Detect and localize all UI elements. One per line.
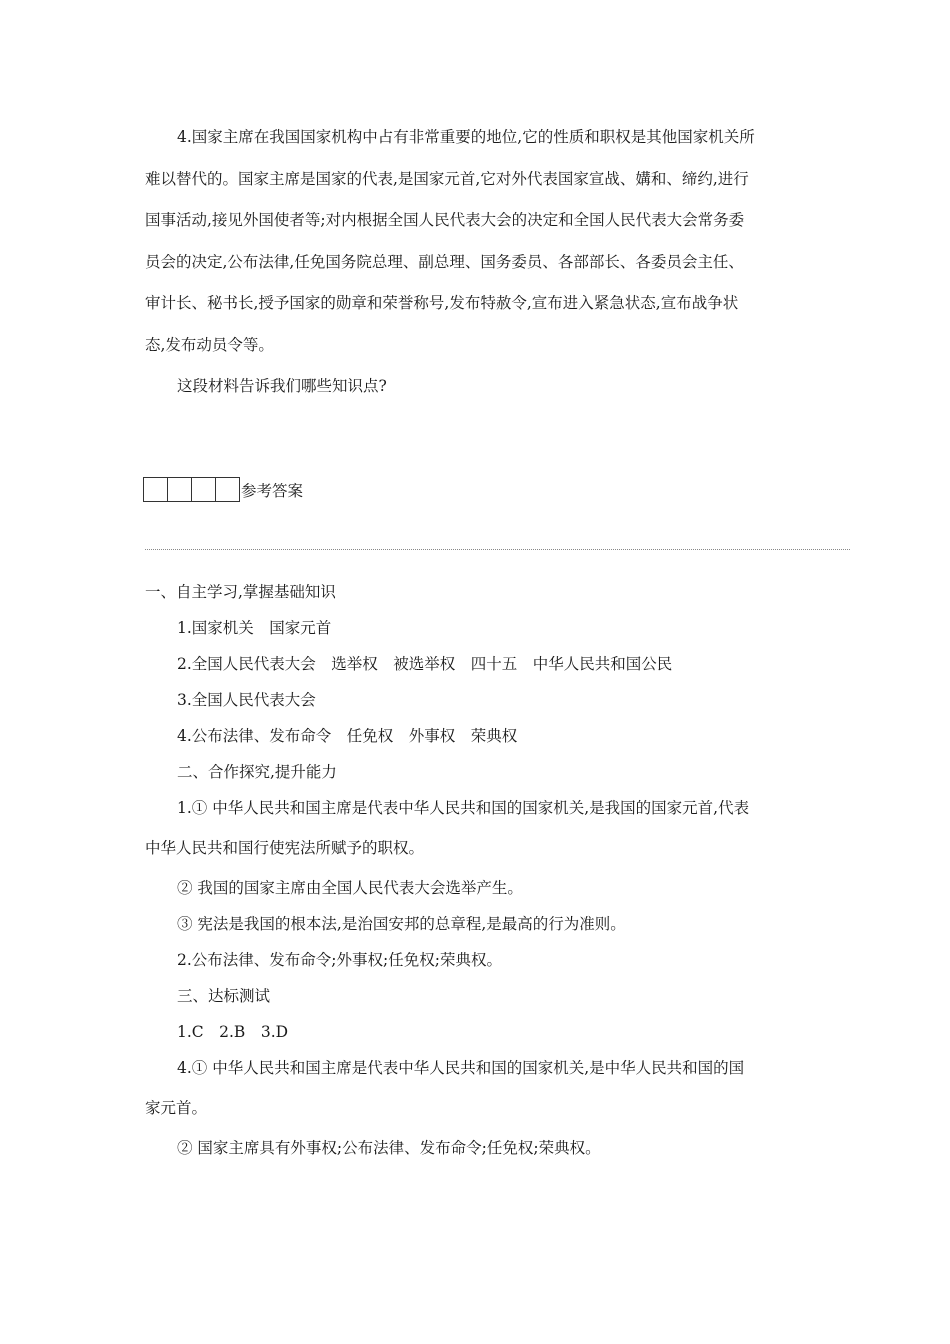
answers xyxy=(145,574,825,1166)
q4-line-6: 态,发布动员令等。 xyxy=(145,335,274,354)
s2-item-1-point-3: ③ 宪法是我国的根本法,是治国安邦的总章程,是最高的行为准则。 xyxy=(177,915,626,933)
section-1-title: 一、自主学习,掌握基础知识 xyxy=(145,583,336,601)
question-4 xyxy=(145,117,810,408)
reference-answer-heading xyxy=(143,477,303,502)
section-3-title: 三、达标测试 xyxy=(177,987,271,1005)
s1-item-4: 4.公布法律、发布命令 任免权 外事权 荣典权 xyxy=(177,727,518,745)
dotted-divider xyxy=(145,549,850,550)
s1-item-1: 1.国家机关 国家元首 xyxy=(177,619,332,637)
q4-line-1: 4.国家主席在我国国家机构中占有非常重要的地位,它的性质和职权是其他国家机关所 xyxy=(177,128,755,146)
q4-line-5: 审计长、秘书长,授予国家的勋章和荣誉称号,发布特赦令,宣布进入紧急状态,宣布战争状 xyxy=(145,294,739,312)
s2-item-1-line-1: 1.① 中华人民共和国主席是代表中华人民共和国的国家机关,是我国的国家元首,代表 xyxy=(177,799,750,817)
box-2 xyxy=(167,477,192,502)
section-2-title: 二、合作探究,提升能力 xyxy=(177,763,337,781)
q4-line-3: 国事活动,接见外国使者等;对内根据全国人民代表大会的决定和全国人民代表大会常务委 xyxy=(145,211,745,229)
q4-line-2: 难以替代的。国家主席是国家的代表,是国家元首,它对外代表国家宣战、媾和、缔约,进行 xyxy=(145,169,749,188)
s2-item-1-point-2: ② 我国的国家主席由全国人民代表大会选举产生。 xyxy=(177,879,523,897)
s3-item-4-line-2: 家元首。 xyxy=(145,1099,208,1117)
box-4 xyxy=(215,477,240,502)
box-3 xyxy=(191,477,216,502)
s2-item-2: 2.公布法律、发布命令;外事权;任免权;荣典权。 xyxy=(177,951,502,969)
reference-answer-label: 参考答案 xyxy=(241,481,304,500)
decorative-boxes xyxy=(143,477,239,502)
q4-line-4: 员会的决定,公布法律,任免国务院总理、副总理、国务委员、各部部长、各委员会主任、 xyxy=(145,252,744,271)
box-1 xyxy=(143,477,168,502)
s3-mc-answers: 1.C 2.B 3.D xyxy=(177,1023,289,1041)
s3-item-4-point-2: ② 国家主席具有外事权;公布法律、发布命令;任免权;荣典权。 xyxy=(177,1139,601,1157)
s1-item-3: 3.全国人民代表大会 xyxy=(177,691,316,709)
s1-item-2: 2.全国人民代表大会 选举权 被选举权 四十五 中华人民共和国公民 xyxy=(177,655,673,673)
s2-item-1-line-2: 中华人民共和国行使宪法所赋予的职权。 xyxy=(145,839,425,857)
s3-item-4-line-1: 4.① 中华人民共和国主席是代表中华人民共和国的国家机关,是中华人民共和国的国 xyxy=(177,1059,745,1077)
q4-prompt: 这段材料告诉我们哪些知识点? xyxy=(177,377,387,395)
